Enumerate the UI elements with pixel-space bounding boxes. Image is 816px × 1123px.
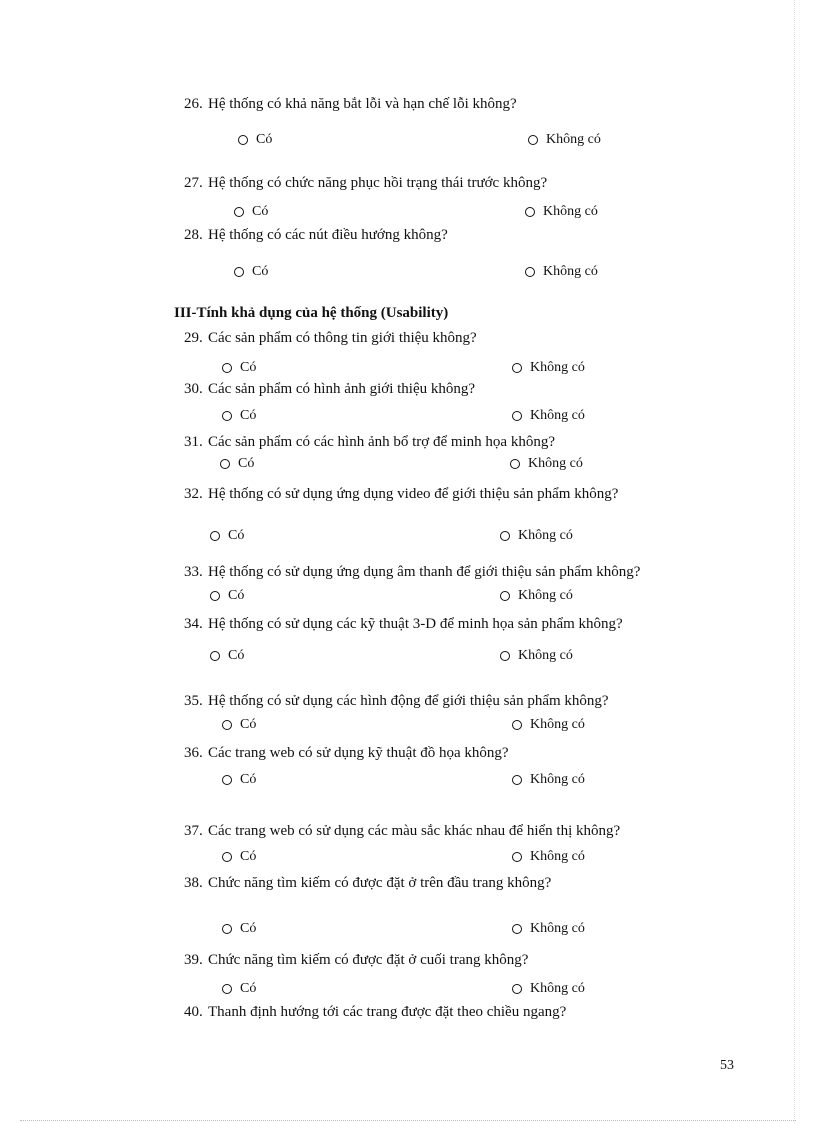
option-yes-31[interactable]: Có bbox=[220, 456, 254, 472]
question-27 bbox=[184, 174, 547, 192]
question-text: Các sản phẩm có các hình ảnh bổ trợ để minh họa không? bbox=[208, 434, 555, 450]
radio-icon[interactable] bbox=[512, 411, 522, 421]
question-text: Chức năng tìm kiếm có được đặt ở trên đầu trang không? bbox=[208, 875, 552, 891]
question-40 bbox=[184, 1003, 566, 1021]
question-38 bbox=[184, 874, 551, 892]
option-yes-33[interactable]: Có bbox=[210, 588, 244, 604]
question-text: Thanh định hướng tới các trang được đặt theo chiều ngang? bbox=[208, 1004, 567, 1020]
option-no-39[interactable]: Không có bbox=[512, 981, 585, 997]
radio-icon[interactable] bbox=[510, 459, 520, 469]
option-yes-28[interactable]: Có bbox=[234, 264, 268, 280]
question-32 bbox=[184, 485, 618, 503]
option-no-34[interactable]: Không có bbox=[500, 648, 573, 664]
radio-icon[interactable] bbox=[512, 720, 522, 730]
option-yes-29[interactable]: Có bbox=[222, 360, 256, 376]
option-yes-37[interactable]: Có bbox=[222, 849, 256, 865]
question-number: 27. bbox=[184, 175, 203, 191]
question-text: Hệ thống có sử dụng các kỹ thuật 3-D để minh họa sản phẩm không? bbox=[208, 616, 623, 632]
radio-icon[interactable] bbox=[512, 363, 522, 373]
option-yes-35[interactable]: Có bbox=[222, 717, 256, 733]
question-26 bbox=[184, 95, 517, 113]
question-number: 28. bbox=[184, 227, 203, 243]
question-text: Các sản phẩm có hình ảnh giới thiệu không? bbox=[208, 381, 476, 397]
option-no-35[interactable]: Không có bbox=[512, 717, 585, 733]
question-text: Hệ thống có các nút điều hướng không? bbox=[208, 227, 448, 243]
option-no-31[interactable]: Không có bbox=[510, 456, 583, 472]
question-number: 34. bbox=[184, 616, 203, 632]
option-yes-26[interactable]: Có bbox=[238, 132, 272, 148]
option-no-38[interactable]: Không có bbox=[512, 921, 585, 937]
radio-icon[interactable] bbox=[222, 411, 232, 421]
option-no-37[interactable]: Không có bbox=[512, 849, 585, 865]
question-text: Hệ thống có sử dụng các hình động để giới thiệu sản phẩm không? bbox=[208, 693, 609, 709]
radio-icon[interactable] bbox=[238, 135, 248, 145]
radio-icon[interactable] bbox=[222, 924, 232, 934]
question-34 bbox=[184, 615, 623, 633]
question-37 bbox=[184, 822, 620, 840]
radio-icon[interactable] bbox=[222, 720, 232, 730]
question-text: Hệ thống có khả năng bắt lỗi và hạn chế lỗi không? bbox=[208, 96, 517, 112]
option-no-30[interactable]: Không có bbox=[512, 408, 585, 424]
radio-icon[interactable] bbox=[222, 363, 232, 373]
question-number: 40. bbox=[184, 1004, 203, 1020]
option-yes-38[interactable]: Có bbox=[222, 921, 256, 937]
question-number: 37. bbox=[184, 823, 203, 839]
question-30 bbox=[184, 380, 475, 398]
question-number: 36. bbox=[184, 745, 203, 761]
radio-icon[interactable] bbox=[222, 852, 232, 862]
radio-icon[interactable] bbox=[234, 267, 244, 277]
question-text: Hệ thống có sử dụng ứng dụng âm thanh để giới thiệu sản phẩm không? bbox=[208, 564, 641, 580]
option-no-28[interactable]: Không có bbox=[525, 264, 598, 280]
option-no-36[interactable]: Không có bbox=[512, 772, 585, 788]
radio-icon[interactable] bbox=[210, 651, 220, 661]
question-number: 33. bbox=[184, 564, 203, 580]
radio-icon[interactable] bbox=[528, 135, 538, 145]
radio-icon[interactable] bbox=[500, 591, 510, 601]
option-yes-30[interactable]: Có bbox=[222, 408, 256, 424]
question-33 bbox=[184, 563, 640, 581]
option-yes-32[interactable]: Có bbox=[210, 528, 244, 544]
radio-icon[interactable] bbox=[210, 531, 220, 541]
question-text: Hệ thống có chức năng phục hồi trạng thái trước không? bbox=[208, 175, 548, 191]
radio-icon[interactable] bbox=[222, 775, 232, 785]
option-yes-34[interactable]: Có bbox=[210, 648, 244, 664]
radio-icon[interactable] bbox=[525, 267, 535, 277]
radio-icon[interactable] bbox=[222, 984, 232, 994]
radio-icon[interactable] bbox=[234, 207, 244, 217]
question-number: 35. bbox=[184, 693, 203, 709]
section-heading: III-Tính khả dụng của hệ thống (Usability) bbox=[174, 305, 449, 321]
question-number: 26. bbox=[184, 96, 203, 112]
option-no-33[interactable]: Không có bbox=[500, 588, 573, 604]
option-no-32[interactable]: Không có bbox=[500, 528, 573, 544]
option-no-27[interactable]: Không có bbox=[525, 204, 598, 220]
question-29 bbox=[184, 329, 477, 347]
question-text: Hệ thống có sử dụng ứng dụng video để giới thiệu sản phẩm không? bbox=[208, 486, 619, 502]
question-text: Các sản phẩm có thông tin giới thiệu không? bbox=[208, 330, 477, 346]
question-35 bbox=[184, 692, 609, 710]
question-text: Các trang web có sử dụng các màu sắc khác nhau để hiển thị không? bbox=[208, 823, 621, 839]
radio-icon[interactable] bbox=[512, 984, 522, 994]
radio-icon[interactable] bbox=[512, 775, 522, 785]
option-yes-39[interactable]: Có bbox=[222, 981, 256, 997]
radio-icon[interactable] bbox=[500, 531, 510, 541]
question-text: Các trang web có sử dụng kỹ thuật đồ họa không? bbox=[208, 745, 509, 761]
footer-divider bbox=[20, 1120, 796, 1121]
question-31 bbox=[184, 433, 555, 451]
question-number: 29. bbox=[184, 330, 203, 346]
radio-icon[interactable] bbox=[500, 651, 510, 661]
page-edge-rule bbox=[794, 0, 795, 1123]
question-number: 39. bbox=[184, 952, 203, 968]
radio-icon[interactable] bbox=[210, 591, 220, 601]
option-yes-36[interactable]: Có bbox=[222, 772, 256, 788]
radio-icon[interactable] bbox=[512, 852, 522, 862]
question-number: 31. bbox=[184, 434, 203, 450]
question-number: 30. bbox=[184, 381, 203, 397]
question-28 bbox=[184, 226, 448, 244]
question-number: 32. bbox=[184, 486, 203, 502]
option-no-26[interactable]: Không có bbox=[528, 132, 601, 148]
page-number: 53 bbox=[720, 1058, 734, 1073]
radio-icon[interactable] bbox=[512, 924, 522, 934]
radio-icon[interactable] bbox=[525, 207, 535, 217]
question-text: Chức năng tìm kiếm có được đặt ở cuối trang không? bbox=[208, 952, 529, 968]
question-39 bbox=[184, 951, 528, 969]
option-no-29[interactable]: Không có bbox=[512, 360, 585, 376]
question-number: 38. bbox=[184, 875, 203, 891]
option-yes-27[interactable]: Có bbox=[234, 204, 268, 220]
radio-icon[interactable] bbox=[220, 459, 230, 469]
question-36 bbox=[184, 744, 509, 762]
